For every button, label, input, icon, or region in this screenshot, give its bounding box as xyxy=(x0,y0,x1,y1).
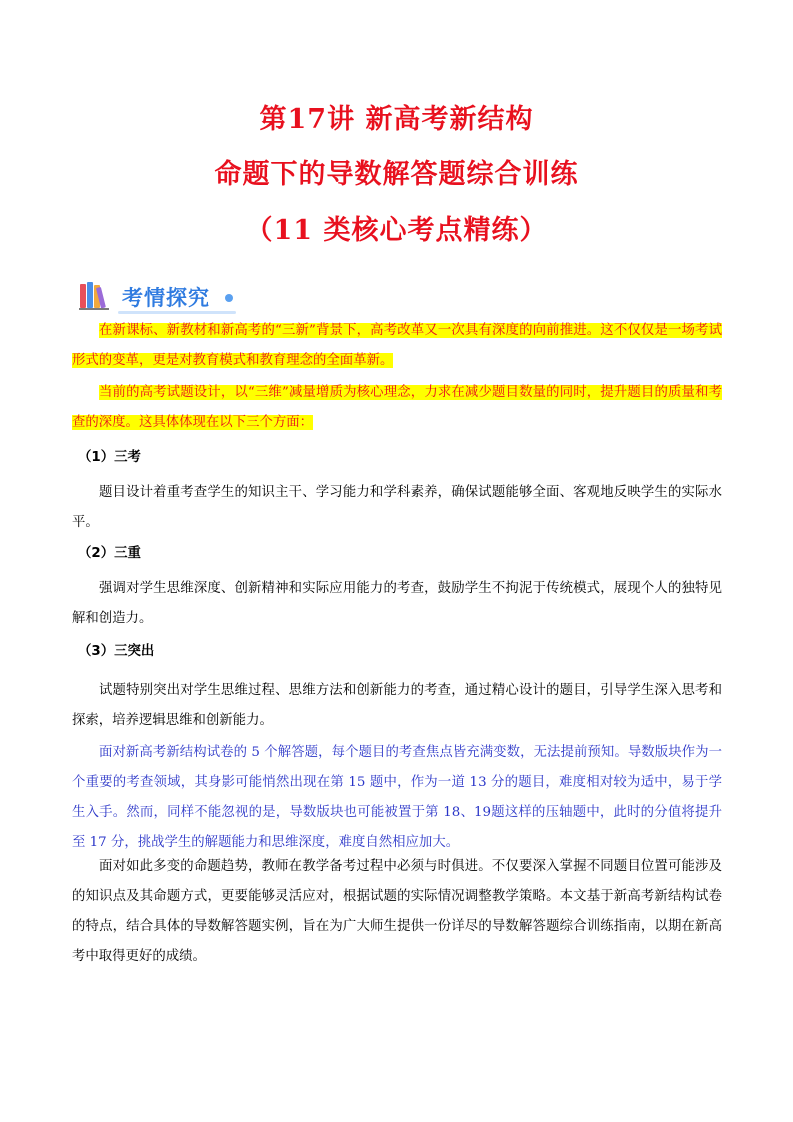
intro-paragraph-1 xyxy=(72,316,722,376)
highlighted-text: 当前的高考试题设计，以“三维”减量增质为核心理念，力求在减少题目数量的同时，提升题目的质量和考查的深度。这具体体现在以下三个方面： xyxy=(72,385,722,430)
point-heading: （2）三重 xyxy=(78,546,141,561)
point-body: 强调对学生思维深度、创新精神和实际应用能力的考查，鼓励学生不拘泥于传统模式，展现个人的独特见解和创造力。 xyxy=(72,581,722,626)
point-body: 题目设计着重考查学生的知识主干、学习能力和学科素养，确保试题能够全面、客观地反映学生的实际水平。 xyxy=(72,485,722,530)
point-heading: （1）三考 xyxy=(78,450,141,465)
highlighted-text: 在新课标、新教材和新高考的“三新”背景下，高考改革又一次具有深度的向前推进。这不仅仅是一场考试形式的变革，更是对教育模式和教育理念的全面革新。 xyxy=(72,323,722,368)
section-dot xyxy=(225,294,233,302)
title-line-2: 命题下的导数解答题综合训练 xyxy=(214,159,579,190)
derivative-position-paragraph: 面对新高考新结构试卷的 5 个解答题，每个题目的考查焦点皆充满变数，无法提前预知。导数版块作为一个重要的考查领域，其身影可能悄然出现在第 15 题中，作为一道 13 分的题目，难度相对较为适中，易于学生入手。然而，同样不能忽视的是，导数版块也可能被置于第 18、19题这样的压轴题中，此时的分值将提升至 17 分，挑战学生的解题能力和思维深度，难度自然相应加大。 xyxy=(72,745,722,850)
title-line-3: （11 类核心考点精练） xyxy=(245,215,548,246)
closing-paragraph: 面对如此多变的命题趋势，教师在教学备考过程中必须与时俱进。不仅要深入掌握不同题目位置可能涉及的知识点及其命题方式，更要能够灵活应对，根据试题的实际情况调整教学策略。本文基于新高考新结构试卷的特点，结合具体的导数解答题实例，旨在为广大师生提供一份详尽的导数解答题综合训练指南，以期在新高考中取得更好的成绩。 xyxy=(72,859,722,964)
section-header xyxy=(78,281,278,315)
section-label: 考情探究 xyxy=(122,286,210,310)
books-icon xyxy=(78,281,118,311)
point-heading: （3）三突出 xyxy=(78,644,155,659)
intro-paragraph-2 xyxy=(72,378,722,438)
point-body: 试题特别突出对学生思维过程、思维方法和创新能力的考查，通过精心设计的题目，引导学生深入思考和探索，培养逻辑思维和创新能力。 xyxy=(72,683,722,728)
section-underline xyxy=(118,311,236,314)
title-line-1: 第17讲 新高考新结构 xyxy=(259,104,534,135)
